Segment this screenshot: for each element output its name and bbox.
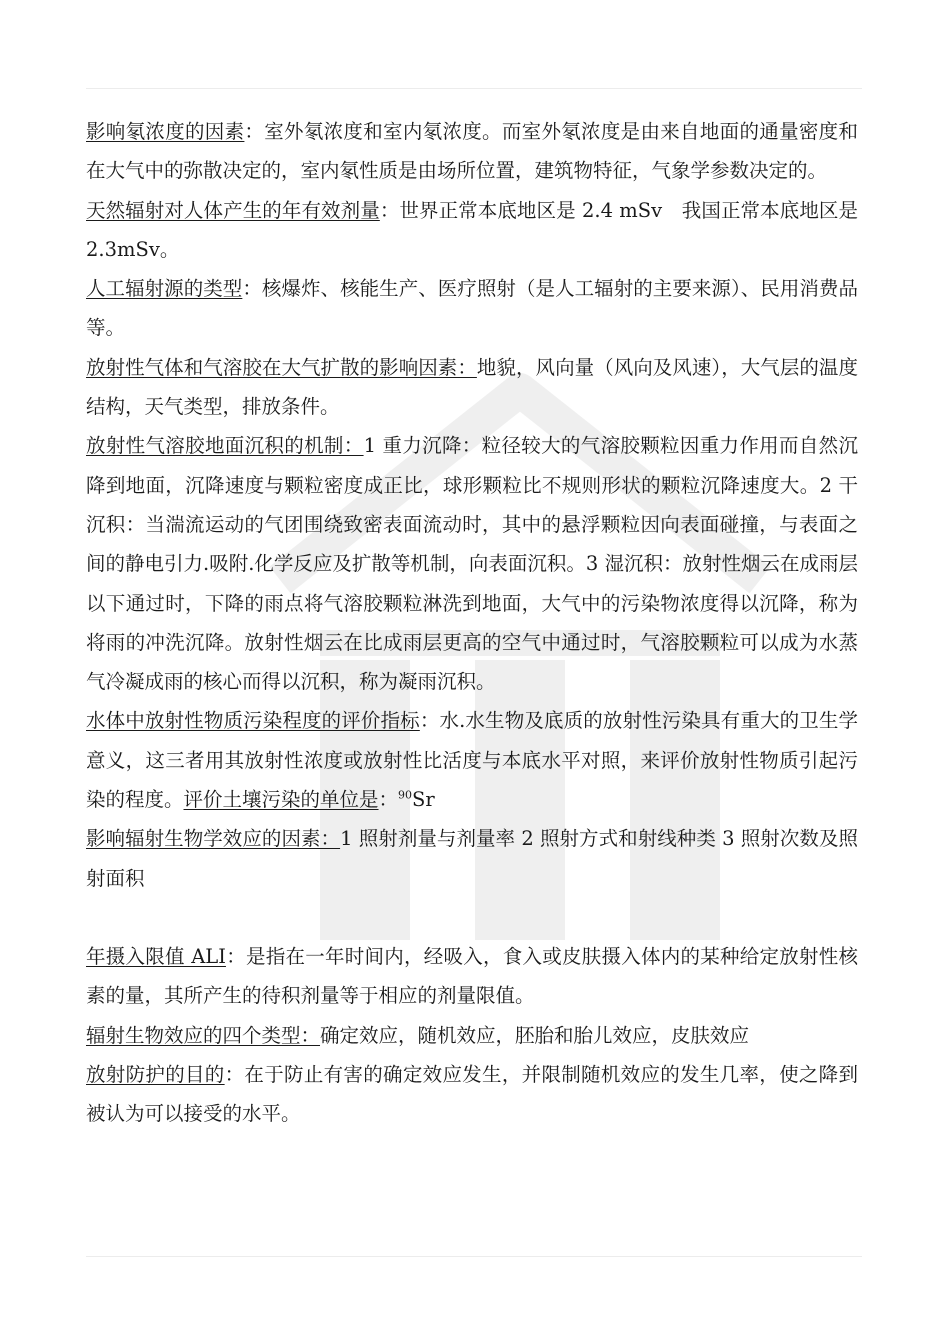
paragraph-text: 1 照射剂量与剂量率 2 照射方式和射线种类 3 照射次数及照射面积 [86, 827, 858, 890]
paragraph-deposition-mechanism [86, 426, 858, 701]
paragraph-ali [86, 937, 858, 1016]
isotope-mass-number: 90 [398, 788, 413, 802]
paragraph-text: ：水.水生物及底质的放射性污染具有重大的卫生学意义，这三者用其放射性浓度或放射性比活度与本底水平对照，来评价放射性物质引起污染的程度。 [86, 709, 858, 812]
term-label: 水体中放射性物质污染程度的评价指标 [86, 709, 420, 733]
paragraph-text: 确定效应，随机效应，胚胎和胎儿效应，皮肤效应 [320, 1023, 750, 1047]
paragraph-text: ：室外氡浓度和室内氡浓度。而室外氡浓度是由来自地面的通量密度和在大气中的弥散决定的，室内氡性质是由场所位置，建筑物特征，气象学参数决定的。 [86, 120, 858, 183]
paragraph-protection-purpose [86, 1055, 858, 1134]
paragraph-natural-dose [86, 191, 858, 270]
paragraph-text: 地貌，风向量（风向及风速），大气层的温度结构，天气类型，排放条件。 [86, 355, 858, 419]
paragraph-gas-aerosol-diffusion [86, 348, 858, 427]
paragraph-biological-effect-factors [86, 819, 858, 898]
term-label: 放射性气溶胶地面沉积的机制： [86, 434, 364, 458]
term-label: 影响氡浓度的因素 [86, 120, 245, 143]
term-label: 人工辐射源的类型 [86, 277, 243, 301]
paragraph-text: ：世界正常本底地区是 2.4 mSv 我国正常本底地区是 2.3mSv。 [86, 198, 858, 261]
header-rule [86, 88, 862, 89]
term-label: 影响辐射生物学效应的因素： [86, 827, 341, 851]
paragraph-effect-types [86, 1016, 858, 1055]
isotope-symbol: Sr [412, 788, 435, 812]
term-label: 放射防护的目的 [86, 1062, 225, 1086]
term-label: 放射性气体和气溶胶在大气扩散的影响因素： [86, 355, 477, 379]
term-label-soil: 评价土壤污染的单位是 [183, 788, 379, 812]
term-label: 年摄入限值 ALI [86, 944, 226, 968]
paragraph-water-pollution [86, 701, 858, 819]
paragraph-radon-factors [86, 112, 858, 191]
footer-rule [86, 1256, 862, 1257]
blank-line [86, 898, 858, 937]
document-body [86, 112, 858, 1133]
paragraph-text: ：在于防止有害的确定效应发生，并限制随机效应的发生几率，使之降到被认为可以接受的水平。 [86, 1062, 858, 1126]
paragraph-artificial-sources [86, 269, 858, 348]
term-label: 辐射生物效应的四个类型： [86, 1023, 321, 1047]
paragraph-text: ：核爆炸、核能生产、医疗照射（是人工辐射的主要来源）、民用消费品等。 [86, 277, 858, 340]
paragraph-text: 1 重力沉降：粒径较大的气溶胶颗粒因重力作用而自然沉降到地面，沉降速度与颗粒密度成正比，球形颗粒比不规则形状的颗粒沉降速度大。2 干沉积：当湍流运动的气团围绕致密表面流动时，其中的悬浮颗粒因向表面碰撞，与表面之间的静电引力.吸附.化学反应及扩散等机制，向表面沉积。3 湿沉积：放射性烟云在成雨层以下通过时，下降的雨点将气溶胶颗粒淋洗到地面，大气中的污染物浓度得以沉降，称为将雨的冲洗沉降。放射性烟云在比成雨层更高的空气中通过时，气溶胶颗粒可以成为水蒸气冷凝成雨的核心而得以沉积，称为凝雨沉积。 [86, 434, 859, 694]
paragraph-text: ：是指在一年时间内，经吸入，食入或皮肤摄入体内的某种给定放射性核素的量，其所产生的待积剂量等于相应的剂量限值。 [86, 944, 858, 1008]
term-label: 天然辐射对人体产生的年有效剂量 [86, 198, 380, 222]
paragraph-text-soil: ： [378, 788, 399, 812]
